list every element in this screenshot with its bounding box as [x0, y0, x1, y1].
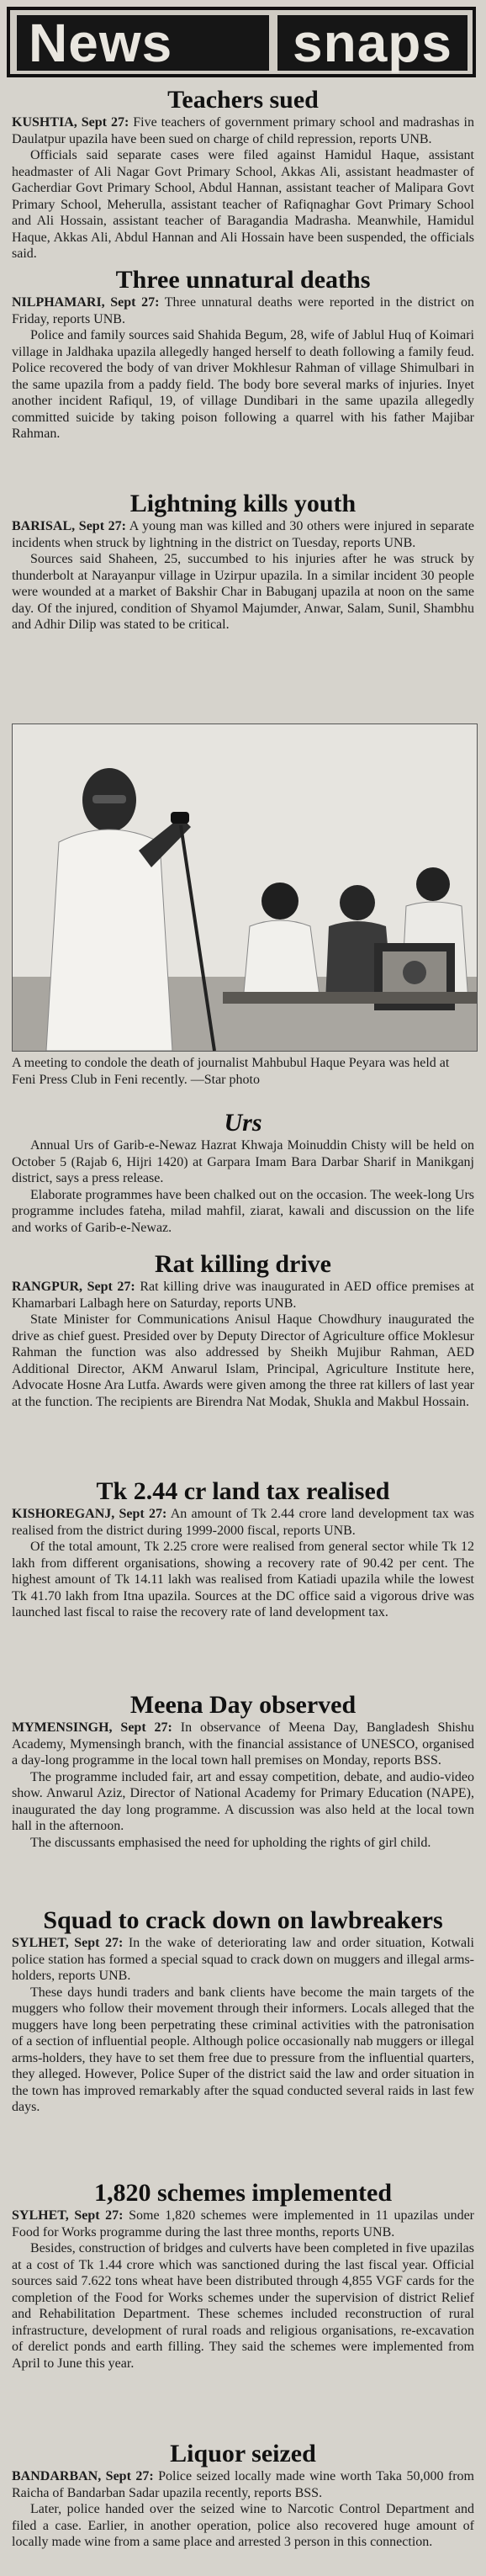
- dateline: RANGPUR, Sept 27:: [12, 1280, 135, 1294]
- headline: Tk 2.44 cr land tax realised: [96, 1477, 390, 1505]
- article-paragraph: [12, 294, 474, 327]
- dateline: KUSHTIA, Sept 27:: [12, 115, 129, 130]
- paragraph-text: Some 1,820 schemes were implemented in 11 upazilas under Food for Works programme during the last three months, reports UNB.: [12, 2208, 475, 2239]
- article-paragraph: Of the total amount, Tk 2.25 crore were realised from general sector while Tk 12 lakh from different organisations, showing a recovery rate of 90.42 per cent. The highest amount of Tk 14.11 lakh was realised from Katiadi upazila while the lowest Tk 41.70 lakh from Itna upazila. Sources at the DC office said a vigorous drive was launched last fiscal to raise the recovery rate of land development tax.: [12, 1540, 474, 1619]
- article-paragraph: [12, 1935, 474, 1985]
- paragraph-text: An amount of Tk 2.44 crore land development tax was realised from the district during 1999-2000 fiscal, reports UNB.: [12, 1507, 475, 1538]
- masthead: [7, 7, 476, 77]
- paragraph-text: Three unnatural deaths were reported in the district on Friday, reports UNB.: [12, 295, 475, 326]
- masthead-snaps: snaps: [277, 15, 468, 71]
- paragraph-text: In the wake of deteriorating law and order situation, Kotwali police station has formed a special squad to crack down on muggers and illegal arms-holders, reports UNB.: [12, 1936, 475, 1983]
- article-paragraph: [12, 518, 474, 551]
- headline: Three unnatural deaths: [115, 266, 371, 294]
- headline: Meena Day observed: [129, 1691, 357, 1719]
- article-paragraph: [12, 1279, 474, 1312]
- headline: Teachers sued: [167, 86, 319, 114]
- article-rat-killing-drive: [12, 1250, 474, 1410]
- article-teachers-sued: [12, 86, 474, 262]
- headline: Lightning kills youth: [129, 490, 357, 517]
- article-three-unnatural-deaths: [12, 266, 474, 443]
- article-paragraph: The discussants emphasised the need for upholding the rights of girl child.: [30, 1835, 431, 1850]
- article-meena-day: [12, 1691, 474, 1851]
- dateline: MYMENSINGH, Sept 27:: [12, 1720, 172, 1735]
- dateline: BANDARBAN, Sept 27:: [12, 2469, 154, 2483]
- paragraph-text: Rat killing drive was inaugurated in AED office premises at Khamarbari Lalbagh here on Saturday, reports UNB.: [12, 1280, 474, 1311]
- article-paragraph: Sources said Shaheen, 25, succumbed to his injuries after he was struck by thunderbolt at Narayanpur village in Uzirpur upazila. In a similar incident 30 people were wounded at a market of Bakshir Char in Babuganj upazila at noon on the same day. Of the injured, condition of Shyamol Majumder, Anwar, Salam, Sunil, Shambhu and Adhir Dilip was stated to be critical.: [12, 552, 474, 632]
- dateline: SYLHET, Sept 27:: [12, 2208, 124, 2223]
- paragraph-text: In observance of Meena Day, Bangladesh Shishu Academy, Mymensingh branch, with the financial assistance of UNESCO, organised a day-long programme in the local town hall premises on Monday, reports BSS.: [12, 1720, 475, 1768]
- article-paragraph: [12, 2468, 474, 2501]
- dateline: SYLHET, Sept 27:: [12, 1936, 124, 1950]
- headline: 1,820 schemes implemented: [93, 2179, 393, 2207]
- photo-caption: A meeting to condole the death of journalist Mahbubul Haque Peyara was held at Feni Press Club in Feni recently. —Star photo: [12, 1056, 450, 1087]
- dateline: KISHOREGANJ, Sept 27:: [12, 1507, 167, 1521]
- article-paragraph: [12, 114, 474, 147]
- article-paragraph: Later, police handed over the seized wine to Narcotic Control Department and filed a case. Earlier, in another operation, police also recovered huge amount of locally made wine from a same place and arrested 3 person in this connection.: [12, 2502, 474, 2549]
- dateline: NILPHAMARI, Sept 27:: [12, 295, 160, 310]
- article-paragraph: These days hundi traders and bank clients have become the main targets of the muggers who follow their movement through their informers. Locals alleged that the muggers have long been perpetrating these criminal activities with the patronisation of a section of influential people. Although police occasionally nab muggers or illegal arms-holders, they have to set them free due to pressure from the influential quarters, they alleged. However, Police Super of the district said the law and order situation in the town has improved remarkably after the squad conducted several raids in last few days.: [12, 1985, 474, 2114]
- paragraph-text: A young man was killed and 30 others were injured in separate incidents when struck by lightning in the district on Tuesday, reports UNB.: [12, 519, 474, 550]
- paragraph-text: Police seized locally made wine worth Taka 50,000 from Raicha of Bandarban Sadar upazila recently, reports BSS.: [12, 2469, 474, 2500]
- article-squad: [12, 1906, 474, 2116]
- headline: Liquor seized: [170, 2440, 316, 2467]
- headline: Rat killing drive: [154, 1250, 331, 1278]
- article-paragraph: The programme included fair, art and essay competition, debate, and audio-video show. Anwarul Aziz, Director of National Academy for Primary Education (NAPE), inaugurated the day long programme. A discussion was also held at the local town hall in the afternoon.: [12, 1769, 474, 1833]
- dateline: BARISAL, Sept 27:: [12, 519, 126, 533]
- article-liquor-seized: [12, 2440, 474, 2551]
- article-paragraph: Elaborate programmes have been chalked out on the occasion. The week-long Urs programme includes fateha, milad mahfil, ziarat, kawali and discussion on the life and works of Garib-e-Newaz.: [12, 1187, 474, 1235]
- news-photo: [12, 724, 478, 1052]
- article-land-tax: [12, 1477, 474, 1621]
- article-paragraph: Annual Urs of Garib-e-Newaz Hazrat Khwaja Moinuddin Chisty will be held on October 5 (Rajab 6, Hijri 1420) at Garpara Imam Bara Darbar Sharif in Manikganj district, says a press release.: [12, 1138, 474, 1185]
- article-schemes: [12, 2179, 474, 2372]
- article-paragraph: [12, 2208, 474, 2240]
- article-paragraph: Besides, construction of bridges and culverts have been completed in five upazilas at a cost of Tk 1.44 crore which was sanctioned during the last fiscal year. Official sources said 7.622 tons wheat have been distributed through 4,855 VGF cards for the completion of the Food for Works schemes under the supervision of district Relief and Rehabilitation Department. These schemes included reconstruction of rural infrastructure, development of rural roads and religious organisations, re-excavation of derelict ponds and earth filling. They said the schemes were implemented from April to June this year.: [12, 2241, 474, 2371]
- headline: Squad to crack down on lawbreakers: [43, 1906, 443, 1934]
- article-paragraph: State Minister for Communications Anisul Haque Chowdhury inaugurated the drive as chief guest. Presided over by Deputy Director of Agriculture office Moklesur Rahman the function was also addressed by Sheikh Mujibur Rahman, AED Additional Director, AKM Anwarul Islam, Principal, Agriculture Institute here, Advocate Hosne Ara Lutfa. Awards were given among the three rat killers of last year at the function. The recipients are Birendra Nat Modak, Shukla and Makbul Hossain.: [12, 1312, 474, 1409]
- article-paragraph: [12, 1506, 474, 1539]
- article-urs: [12, 1109, 474, 1236]
- masthead-news: News: [17, 15, 269, 71]
- article-lightning-kills-youth: [12, 490, 474, 633]
- paragraph-text: Five teachers of government primary school and madrashas in Daulatpur upazila have been sued on charge of child repression, reports UNB.: [12, 115, 474, 146]
- article-paragraph: Officials said separate cases were filed against Hamidul Haque, assistant headmaster of Ali Nagar Govt Primary School, Akkas Ali, assistant headmaster of Gacherdiar Govt Primary School, Abdul Hannan, assistant teacher of Malipara Govt Primary School, Meherulla, assistant teacher of Rafiqnaghar Govt Primary School and Ali Hossain, assistant teacher of Baragandia Madrasha. Meanwhile, Hamidul Haque, Akkas Ali, Abdul Hannan and Ali Hossain have been suspended, the officials said.: [12, 148, 474, 261]
- photo-illustration: [13, 724, 477, 1051]
- article-paragraph: Police and family sources said Shahida Begum, 28, wife of Jablul Huq of Koimari village in Jaldhaka upazila allegedly hanged herself to death following a family feud. Police recovered the body of van driver Mokhlesur Rahman of village Shimulbari in the same upazila from a paddy field. The body bore several marks of injuries. Inyet another incident Rafiqul, 19, of village Dundibari in the same upazila allegedly committed suicide by taking poison following a quarrel with his father Majibar Rahman.: [12, 328, 474, 441]
- headline: Urs: [224, 1109, 262, 1137]
- article-paragraph: [12, 1720, 474, 1769]
